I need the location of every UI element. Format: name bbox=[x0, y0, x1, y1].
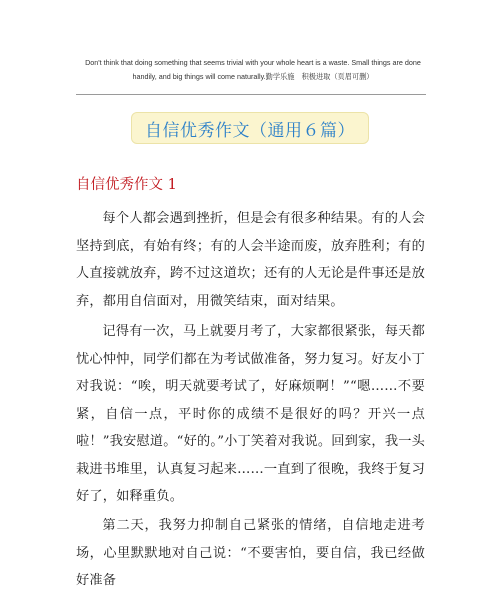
paragraph-2 bbox=[76, 318, 425, 511]
paragraph-text: 记得有一次，马上就要月考了，大家都很紧张，每天都忧心忡忡，同学们都在为考试做准备，努力复习。好友小丁对我说：“唉，明天就要考试了，好麻烦啊！”“嗯……不要紧，自信一点，平时你的成绩不是很好的吗？开兴一点啦！”我安慰道。“好的。”小丁笑着对我说。回到家，我一头栽进书堆里，认真复习起来……一直到了很晚，我终于复习好了，如释重负。 bbox=[76, 324, 425, 504]
header-divider bbox=[76, 94, 426, 95]
document-title-box bbox=[131, 112, 369, 144]
paragraph-text: 第二天，我努力抑制自己紧张的情绪，自信地走进考场，心里默默地对自己说：“不要害怕，要自信，我已经做好准备 bbox=[76, 518, 425, 588]
paragraph-text: 每个人都会遇到挫折，但是会有很多种结果。有的人会坚持到底，有始有终；有的人会半途而废，放弃胜利；有的人直接就放弃，跨不过这道坎；还有的人无论是件事还是放弃，都用自信面对，用微笑结束，面对结果。 bbox=[76, 211, 425, 309]
paragraph-1 bbox=[76, 205, 425, 315]
document-title: 自信优秀作文（通用６篇） bbox=[145, 120, 355, 141]
section-heading: 自信优秀作文 1 bbox=[76, 177, 177, 193]
paragraph-3 bbox=[76, 512, 425, 595]
page-header-note: Don't think that doing something that seems trivial with your whole heart is a waste. Small things are done handily, and big things will come naturally.勤学乐施 积极进取（页眉可删） bbox=[85, 58, 421, 81]
